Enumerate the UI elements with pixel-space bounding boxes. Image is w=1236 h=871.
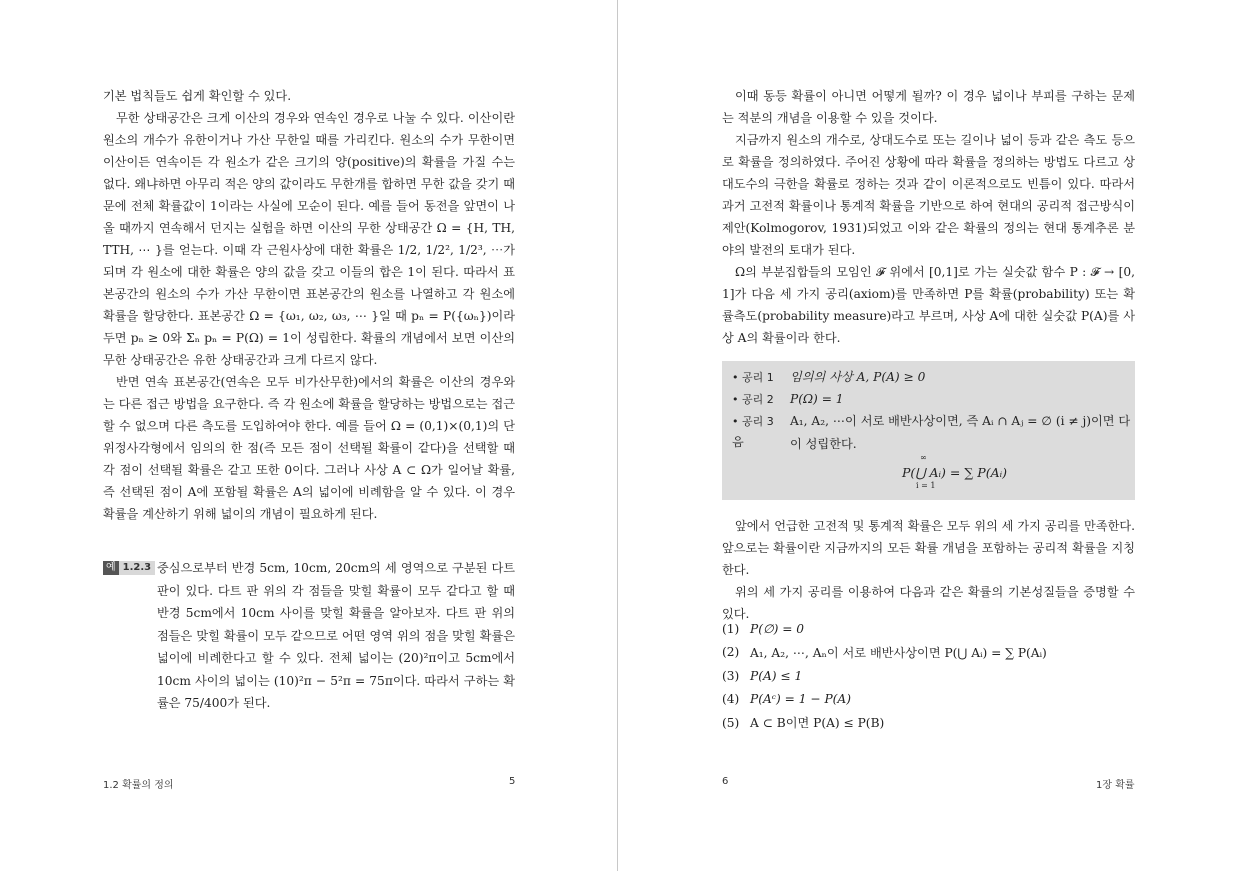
property-1 — [722, 617, 1135, 641]
example-1-2-3 — [103, 557, 515, 715]
property-2 — [722, 641, 1135, 665]
axiom-3-label: • 공리 3 — [732, 415, 774, 428]
property-3-number: (3) — [722, 668, 740, 683]
left-paragraph-3: 반면 연속 표본공간(연속은 모두 비가산무한)에서의 확률은 이산의 경우와는 다른 접근 방법을 요구한다. 즉 각 원소에 확률을 할당하는 방법으로는 접근할 수 없으며 다른 측도를 도입하여야 한다. 예를 들어 Ω = (0,1)×(0,1)의 단위정사각형에서 임의의 한 점(즉 모든 점이 선택될 확률이 같다)을 선택할 때 각 점이 선택될 확률은 같고 또한 0이다. 그러나 사상 A ⊂ Ω가 일어날 확률, 즉 선택된 점이 A에 포함될 확률은 A의 넓이에 비례함을 알 수 있다. 이 경우 확률을 계산하기 위해 넓이의 개념이 필요하게 된다. — [103, 375, 515, 521]
axiom-1-text: 임의의 사상 A, P(A) ≥ 0 — [790, 370, 926, 384]
property-1-number: (1) — [722, 621, 740, 636]
property-5-text: A ⊂ B이면 P(A) ≤ P(B) — [750, 716, 885, 731]
left-paragraph-1: 기본 법칙들도 쉽게 확인할 수 있다. — [103, 89, 292, 103]
property-3-text: P(A) ≤ 1 — [750, 668, 803, 683]
example-text: 중심으로부터 반경 5cm, 10cm, 20cm의 세 영역으로 구분된 다트 판이 있다. 다트 판 위의 각 점들을 맞힐 확률이 모두 같다고 할 때 반경 5cm에서 10cm 사이를 맞힐 확률을 알아보자. 다트 판 위의 점들은 맞힐 확률이 모두 같으므로 어떤 영역 위의 점을 맞힐 확률은 넓이에 비례한다고 할 수 있다. 전체 넓이는 (20)²π이고 5cm에서 10cm 사이의 넓이는 (10)²π − 5²π = 75π이다. 따라서 구하는 확률은 75/400가 된다. — [157, 561, 515, 710]
axiom-2-label: • 공리 2 — [732, 393, 774, 406]
properties-list — [722, 617, 1135, 735]
left-footer-page-number: 5 — [509, 776, 516, 787]
right-paragraph-1: 이때 동등 확률이 아니면 어떻게 될까? 이 경우 넓이나 부피를 구하는 문제는 적분의 개념을 이용할 수 있을 것이다. — [722, 89, 1135, 125]
property-2-number: (2) — [722, 645, 740, 660]
left-footer-section: 1.2 확률의 정의 — [103, 780, 174, 791]
property-2-text: A₁, A₂, ⋯, Aₙ이 서로 배반사상이면 P(⋃ Aᵢ) = ∑ P(Aᵢ) — [750, 645, 1047, 660]
left-paragraph-2: 무한 상태공간은 크게 이산의 경우와 연속인 경우로 나눌 수 있다. 이산이란 원소의 개수가 유한이거나 가산 무한일 때를 가리킨다. 원소의 수가 무한이면 이산이든 연속이든 각 원소가 같은 크기의 양(positive)의 확률을 가질 수는 없다. 왜냐하면 아무리 적은 양의 값이라도 무한개를 합하면 무한 값을 갖기 때문에 전체 확률값이 1이라는 사실에 모순이 된다. 예를 들어 동전을 앞면이 나올 때까지 연속해서 던지는 실험을 하면 이산의 무한 상태공간 Ω = {H, TH, TTH, ⋯ }를 얻는다. 이때 각 근원사상에 대한 확률은 1/2, 1/2², 1/2³, ⋯가 되며 각 원소에 대한 확률은 양의 값을 갖고 이들의 합은 1이 된다. 따라서 표본공간의 원소의 수가 가산 무한이면 표본공간의 원소를 나열하고 각 원소에 확률을 할당한다. 표본공간 Ω = {ω₁, ω₂, ω₃, ⋯ }일 때 pₙ = P({ωₙ})이라 두면 pₙ ≥ 0와 Σₙ pₙ = P(Ω) = 1이 성립한다. 확률의 개념에서 보면 이산의 무한 상태공간은 유한 상태공간과 크게 다르지 않다. — [103, 111, 515, 367]
axiom-box — [722, 361, 1135, 500]
right-paragraph-3: Ω의 부분집합들의 모임인 𝓕 위에서 [0,1]로 가는 실숫값 함수 P : 𝓕 → [0, 1]가 다음 세 가지 공리(axiom)를 만족하면 P를 확률(probability) 또는 확률측도(probability measure)라고 부르며, 사상 A에 대한 실숫값 P(A)를 사상 A의 확률이라 한다. — [722, 265, 1135, 345]
property-4-text: P(Aᶜ) = 1 − P(A) — [750, 692, 851, 707]
formula-upper-limit: ∞ — [920, 453, 927, 462]
example-badge — [103, 561, 155, 575]
formula-equals: = — [949, 465, 961, 480]
right-page-body — [722, 85, 1135, 349]
example-tag: 예 — [103, 561, 119, 575]
axiom-3-formula — [902, 453, 1007, 490]
axiom-2 — [732, 389, 1132, 410]
property-1-text: P(∅) = 0 — [750, 621, 805, 636]
axiom-3-cont-text: 이 성립한다. — [790, 437, 857, 451]
example-number: 1.2.3 — [119, 561, 155, 575]
property-5-number: (5) — [722, 715, 740, 730]
property-4 — [722, 688, 1135, 712]
formula-lower-limit: i = 1 — [916, 481, 936, 490]
formula-rhs: ∑ P(Aᵢ) — [964, 465, 1007, 480]
left-page-body — [103, 85, 515, 525]
property-5 — [722, 711, 1135, 735]
formula-lhs: P(⋃ Aᵢ) — [902, 465, 946, 480]
right-paragraph-2: 지금까지 원소의 개수로, 상대도수로 또는 길이나 넓이 등과 같은 측도 등으로 확률을 정의하였다. 주어진 상황에 따라 확률을 정의하는 방법도 다르고 상대도수의 극한을 확률로 정하는 것과 같이 이론적으로도 빈틈이 있다. 따라서 과거 고전적 확률이나 통계적 확률을 기반으로 하여 현대의 공리적 접근방식이 제안(Kolmogorov, 1931)되었고 이와 같은 확률의 정의는 현대 통계추론 분야의 발전의 토대가 된다. — [722, 133, 1135, 257]
axiom-2-text: P(Ω) = 1 — [790, 392, 844, 406]
right-footer-page-number: 6 — [722, 776, 729, 787]
right-footer-chapter: 1장 확률 — [1096, 780, 1135, 791]
property-3 — [722, 664, 1135, 688]
property-4-number: (4) — [722, 692, 740, 707]
right-page-after-axioms — [722, 515, 1135, 625]
axiom-1-label: • 공리 1 — [732, 371, 774, 384]
axiom-1 — [732, 367, 1132, 388]
axiom-3-continued — [732, 434, 1132, 454]
right-paragraph-5: 위의 세 가지 공리를 이용하여 다음과 같은 확률의 기본성질들을 증명할 수 있다. — [722, 585, 1135, 621]
book-gutter — [617, 0, 618, 871]
axiom-3-text: A₁, A₂, ⋯이 서로 배반사상이면, 즉 Aᵢ ∩ Aⱼ = ∅ (i ≠ j)이면 다음 — [732, 414, 1131, 449]
right-paragraph-4: 앞에서 언급한 고전적 및 통계적 확률은 모두 위의 세 가지 공리를 만족한다. 앞으로는 확률이란 지금까지의 모든 확률 개념을 포함하는 공리적 확률을 지칭한다. — [722, 519, 1135, 577]
